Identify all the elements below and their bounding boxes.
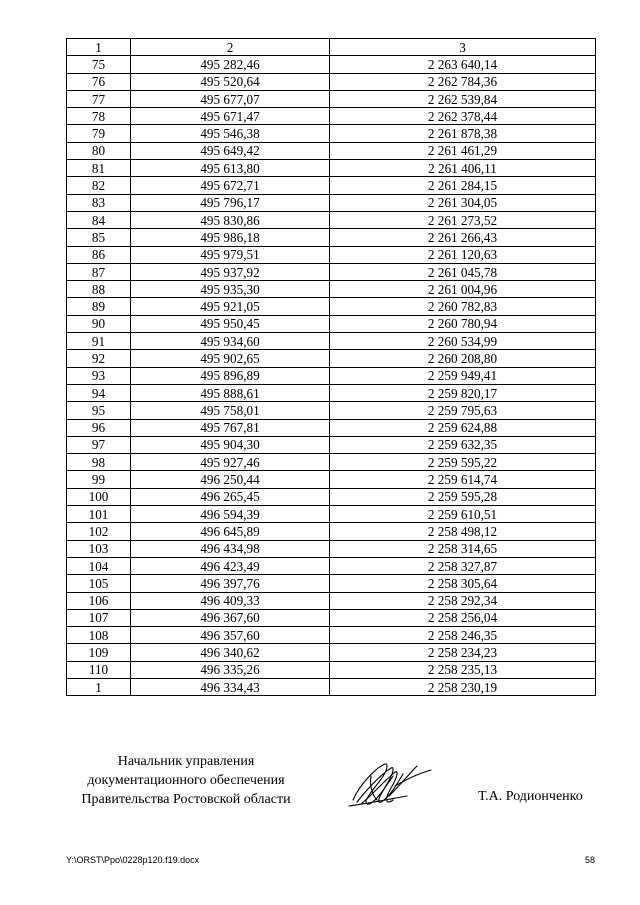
point-number-cell: 76 [67,73,131,90]
table-row [67,454,596,471]
table-row [67,557,596,574]
x-coordinate-cell: 496 645,89 [131,523,330,540]
x-coordinate-cell: 495 649,42 [131,142,330,159]
y-coordinate-cell: 2 258 314,65 [330,540,596,557]
column-header-1: 1 [67,39,131,56]
y-coordinate-cell: 2 259 610,51 [330,506,596,523]
x-coordinate-cell: 495 282,46 [131,56,330,73]
signatory-position [66,752,306,809]
position-line: Правительства Ростовской области [81,792,291,807]
point-number-cell: 75 [67,56,131,73]
y-coordinate-cell: 2 258 292,34 [330,592,596,609]
table-row [67,160,596,177]
table-row [67,73,596,90]
y-coordinate-cell: 2 258 327,87 [330,557,596,574]
y-coordinate-cell: 2 260 534,99 [330,333,596,350]
column-header-2: 2 [131,39,330,56]
point-number-cell: 105 [67,575,131,592]
x-coordinate-cell: 496 594,39 [131,506,330,523]
point-number-cell: 77 [67,90,131,107]
point-number-cell: 82 [67,177,131,194]
x-coordinate-cell: 496 340,62 [131,644,330,661]
table-row [67,644,596,661]
y-coordinate-cell: 2 259 632,35 [330,436,596,453]
y-coordinate-cell: 2 261 406,11 [330,160,596,177]
point-number-cell: 93 [67,367,131,384]
point-number-cell: 99 [67,471,131,488]
point-number-cell: 101 [67,506,131,523]
y-coordinate-cell: 2 259 949,41 [330,367,596,384]
x-coordinate-cell: 496 335,26 [131,661,330,678]
x-coordinate-cell: 495 520,64 [131,73,330,90]
y-coordinate-cell: 2 259 820,17 [330,384,596,401]
x-coordinate-cell: 495 935,30 [131,281,330,298]
table-row [67,246,596,263]
x-coordinate-cell: 495 921,05 [131,298,330,315]
point-number-cell: 85 [67,229,131,246]
table-row [67,315,596,332]
coordinates-table [66,38,596,696]
x-coordinate-cell: 495 546,38 [131,125,330,142]
point-number-cell: 92 [67,350,131,367]
x-coordinate-cell: 496 265,45 [131,488,330,505]
y-coordinate-cell: 2 258 498,12 [330,523,596,540]
x-coordinate-cell: 495 677,07 [131,90,330,107]
x-coordinate-cell: 495 937,92 [131,263,330,280]
point-number-cell: 87 [67,263,131,280]
point-number-cell: 104 [67,557,131,574]
table-row [67,298,596,315]
point-number-cell: 95 [67,402,131,419]
table-row [67,402,596,419]
table-row [67,229,596,246]
y-coordinate-cell: 2 261 304,05 [330,194,596,211]
table-row [67,367,596,384]
table-row [67,471,596,488]
y-coordinate-cell: 2 262 539,84 [330,90,596,107]
position-line: Начальник управления [117,754,255,769]
y-coordinate-cell: 2 261 004,96 [330,281,596,298]
y-coordinate-cell: 2 261 266,43 [330,229,596,246]
point-number-cell: 110 [67,661,131,678]
point-number-cell: 84 [67,211,131,228]
table-row [67,627,596,644]
table-header-row [67,39,596,56]
x-coordinate-cell: 495 986,18 [131,229,330,246]
y-coordinate-cell: 2 261 273,52 [330,211,596,228]
page-number: 58 [584,855,595,865]
point-number-cell: 97 [67,436,131,453]
point-number-cell: 79 [67,125,131,142]
table-row [67,211,596,228]
x-coordinate-cell: 495 758,01 [131,402,330,419]
point-number-cell: 81 [67,160,131,177]
table-row [67,678,596,695]
y-coordinate-cell: 2 262 784,36 [330,73,596,90]
point-number-cell: 103 [67,540,131,557]
x-coordinate-cell: 495 902,65 [131,350,330,367]
y-coordinate-cell: 2 261 461,29 [330,142,596,159]
table-row [67,436,596,453]
y-coordinate-cell: 2 259 614,74 [330,471,596,488]
point-number-cell: 107 [67,609,131,626]
table-row [67,263,596,280]
x-coordinate-cell: 495 896,89 [131,367,330,384]
point-number-cell: 98 [67,454,131,471]
point-number-cell: 86 [67,246,131,263]
x-coordinate-cell: 495 767,81 [131,419,330,436]
point-number-cell: 78 [67,108,131,125]
table-row [67,56,596,73]
y-coordinate-cell: 2 258 234,23 [330,644,596,661]
y-coordinate-cell: 2 260 782,83 [330,298,596,315]
x-coordinate-cell: 496 434,98 [131,540,330,557]
y-coordinate-cell: 2 258 256,04 [330,609,596,626]
x-coordinate-cell: 496 250,44 [131,471,330,488]
table-row [67,281,596,298]
point-number-cell: 88 [67,281,131,298]
table-row [67,125,596,142]
table-row [67,661,596,678]
y-coordinate-cell: 2 259 795,63 [330,402,596,419]
table-row [67,142,596,159]
x-coordinate-cell: 496 409,33 [131,592,330,609]
x-coordinate-cell: 495 927,46 [131,454,330,471]
table-row [67,592,596,609]
x-coordinate-cell: 496 423,49 [131,557,330,574]
y-coordinate-cell: 2 261 284,15 [330,177,596,194]
position-line: документационного обеспечения [87,773,285,788]
point-number-cell: 91 [67,333,131,350]
x-coordinate-cell: 495 796,17 [131,194,330,211]
y-coordinate-cell: 2 259 595,28 [330,488,596,505]
x-coordinate-cell: 495 830,86 [131,211,330,228]
table-row [67,194,596,211]
table-row [67,333,596,350]
table-row [67,177,596,194]
x-coordinate-cell: 495 888,61 [131,384,330,401]
y-coordinate-cell: 2 260 780,94 [330,315,596,332]
x-coordinate-cell: 495 613,80 [131,160,330,177]
y-coordinate-cell: 2 258 235,13 [330,661,596,678]
point-number-cell: 106 [67,592,131,609]
table-row [67,384,596,401]
table-row [67,419,596,436]
x-coordinate-cell: 496 357,60 [131,627,330,644]
table-row [67,523,596,540]
x-coordinate-cell: 496 397,76 [131,575,330,592]
point-number-cell: 94 [67,384,131,401]
x-coordinate-cell: 495 671,47 [131,108,330,125]
table-row [67,350,596,367]
y-coordinate-cell: 2 259 595,22 [330,454,596,471]
column-header-3: 3 [330,39,596,56]
x-coordinate-cell: 495 904,30 [131,436,330,453]
x-coordinate-cell: 495 934,60 [131,333,330,350]
point-number-cell: 96 [67,419,131,436]
x-coordinate-cell: 495 979,51 [131,246,330,263]
point-number-cell: 102 [67,523,131,540]
y-coordinate-cell: 2 261 120,63 [330,246,596,263]
point-number-cell: 89 [67,298,131,315]
table-row [67,506,596,523]
point-number-cell: 1 [67,678,131,695]
point-number-cell: 108 [67,627,131,644]
point-number-cell: 109 [67,644,131,661]
table-row [67,488,596,505]
signatory-name: Т.А. Родионченко [478,789,583,804]
table-body [67,56,596,696]
y-coordinate-cell: 2 261 878,38 [330,125,596,142]
y-coordinate-cell: 2 260 208,80 [330,350,596,367]
table-row [67,90,596,107]
point-number-cell: 80 [67,142,131,159]
handwritten-signature [345,756,445,816]
table-row [67,540,596,557]
y-coordinate-cell: 2 258 305,64 [330,575,596,592]
x-coordinate-cell: 495 950,45 [131,315,330,332]
point-number-cell: 90 [67,315,131,332]
y-coordinate-cell: 2 258 246,35 [330,627,596,644]
point-number-cell: 83 [67,194,131,211]
y-coordinate-cell: 2 258 230,19 [330,678,596,695]
y-coordinate-cell: 2 259 624,88 [330,419,596,436]
y-coordinate-cell: 2 262 378,44 [330,108,596,125]
table-row [67,609,596,626]
x-coordinate-cell: 496 367,60 [131,609,330,626]
y-coordinate-cell: 2 263 640,14 [330,56,596,73]
table-row [67,575,596,592]
table-row [67,108,596,125]
x-coordinate-cell: 496 334,43 [131,678,330,695]
x-coordinate-cell: 495 672,71 [131,177,330,194]
footer-file-path: Y:\ORST\Ppo\0228p120.f19.docx [66,855,200,865]
y-coordinate-cell: 2 261 045,78 [330,263,596,280]
point-number-cell: 100 [67,488,131,505]
